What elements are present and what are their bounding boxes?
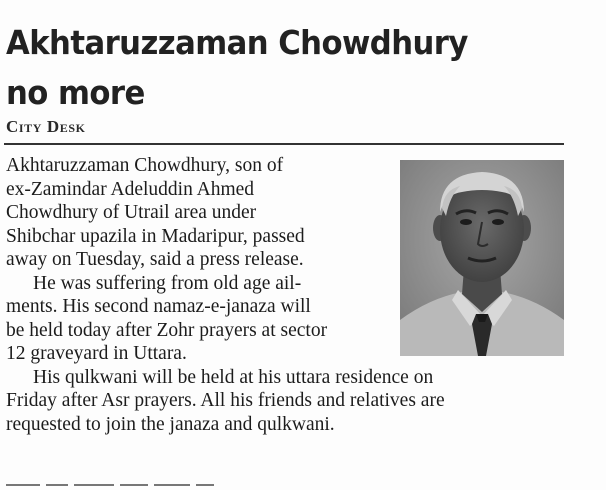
byline: City Desk <box>6 117 86 136</box>
paragraph-1-line-5: away on Tuesday, said a press release. <box>6 249 304 270</box>
paragraph-2 <box>6 272 606 366</box>
paragraph-1-line-2: ex-Zamindar Adeluddin Ahmed <box>6 178 255 200</box>
paragraph-1-line-4: Shibchar upazila in Madaripur, passed <box>6 225 305 247</box>
paragraph-3-line-2: Friday after Asr prayers. All his friends and relatives are <box>6 390 445 411</box>
previous-article-cutoff <box>40 0 500 3</box>
paragraph-2-line-1: He was suffering from old age ail- <box>33 272 302 294</box>
paragraph-3-line-3: requested to join the janaza and qulkwani. <box>6 413 335 435</box>
paragraph-3-line-1: His qulkwani will be held at his uttara residence on <box>33 366 434 388</box>
paragraph-3 <box>6 366 606 437</box>
paragraph-1-line-1: Akhtaruzzaman Chowdhury, son of <box>6 155 284 176</box>
headline-line-2: no more <box>6 73 145 112</box>
paragraph-2-line-3: be held today after Zohr prayers at sector <box>6 319 328 341</box>
article-headline <box>6 18 527 118</box>
paragraph-1 <box>6 154 606 272</box>
paragraph-2-line-2: ments. His second namaz-e-janaza will <box>6 296 311 317</box>
article-body <box>6 154 606 436</box>
divider-rule <box>4 143 564 145</box>
paragraph-1-line-3: Chowdhury of Utrail area under <box>6 202 257 223</box>
next-article-cutoff <box>0 478 606 490</box>
headline-line-1: Akhtaruzzaman Chowdhury <box>6 23 468 62</box>
paragraph-2-line-4: 12 graveyard in Uttara. <box>6 343 187 364</box>
